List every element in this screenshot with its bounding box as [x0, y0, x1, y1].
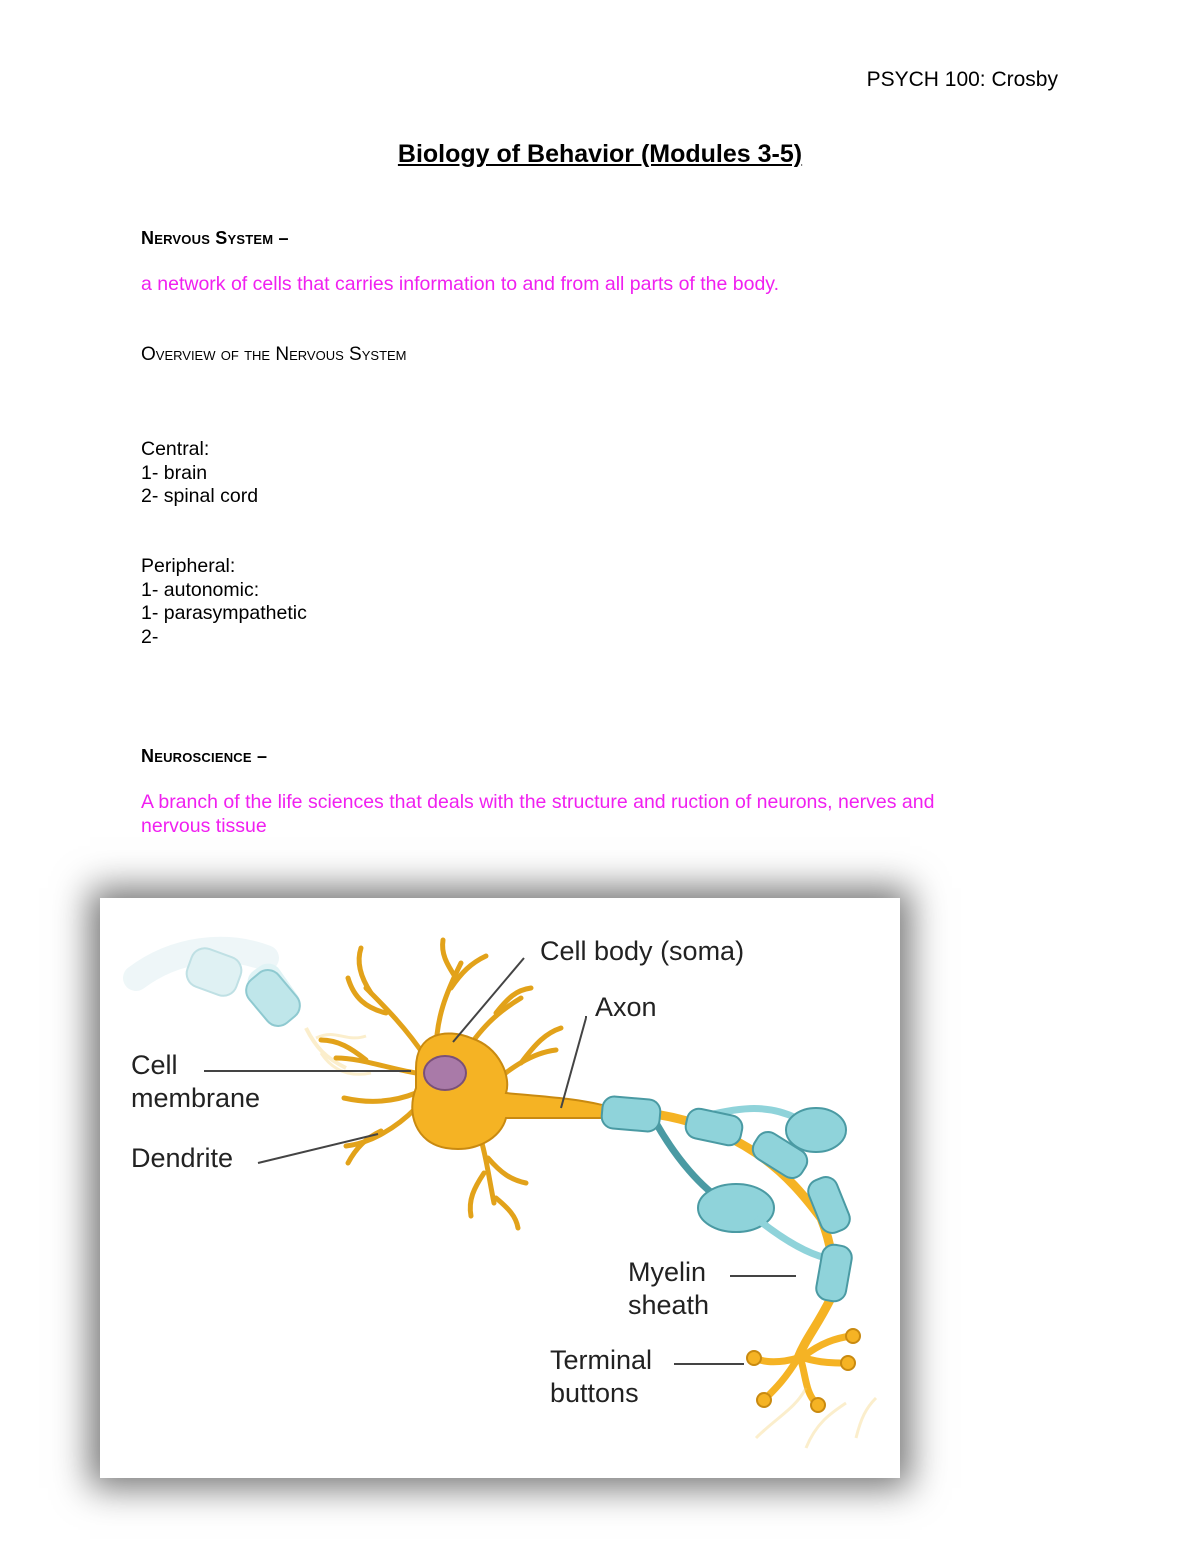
- peripheral-list: [141, 555, 307, 649]
- nervous-system-definition: a network of cells that carries information to and from all parts of the body.: [141, 273, 780, 295]
- label-cell-membrane-line2: membrane: [131, 1083, 261, 1113]
- central-item: 1- brain: [141, 461, 208, 484]
- label-dendrite: Dendrite: [131, 1143, 234, 1173]
- label-terminal-line1: Terminal: [550, 1345, 653, 1375]
- neuroscience-heading: Neuroscience –: [141, 746, 268, 766]
- central-label: Central:: [141, 438, 210, 460]
- label-terminal-line2: buttons: [550, 1378, 639, 1408]
- central-item: 2- spinal cord: [141, 485, 259, 507]
- peripheral-item: 1- parasympathetic: [141, 602, 307, 624]
- neuroscience-definition-line: A branch of the life sciences that deals with the structure and ruction of neurons, nerves and: [141, 791, 935, 813]
- neuron-diagram: [116, 918, 884, 1461]
- document-title: Biology of Behavior (Modules 3-5): [397, 140, 803, 168]
- overview-heading: Overview of the Nervous System: [141, 344, 407, 365]
- central-list: [141, 438, 258, 509]
- neuroscience-definition: [141, 791, 934, 838]
- course-header: PSYCH 100: Crosby: [866, 68, 1058, 91]
- faded-next-neuron: [756, 1388, 876, 1448]
- peripheral-label: Peripheral:: [141, 555, 236, 577]
- peripheral-item: 1- autonomic:: [141, 578, 260, 601]
- label-axon: Axon: [595, 992, 657, 1022]
- label-cell-membrane-line1: Cell: [131, 1050, 178, 1080]
- nucleus: [424, 1056, 466, 1090]
- label-cell-body: Cell body (soma): [540, 936, 745, 966]
- peripheral-item: 2-: [141, 625, 159, 648]
- label-myelin-line1: Myelin: [628, 1257, 707, 1287]
- nervous-system-heading: Nervous System –: [141, 228, 289, 248]
- neuron-svg: [116, 918, 884, 1461]
- neuroscience-definition-line: nervous tissue: [141, 814, 267, 837]
- label-myelin-line2: sheath: [628, 1290, 710, 1320]
